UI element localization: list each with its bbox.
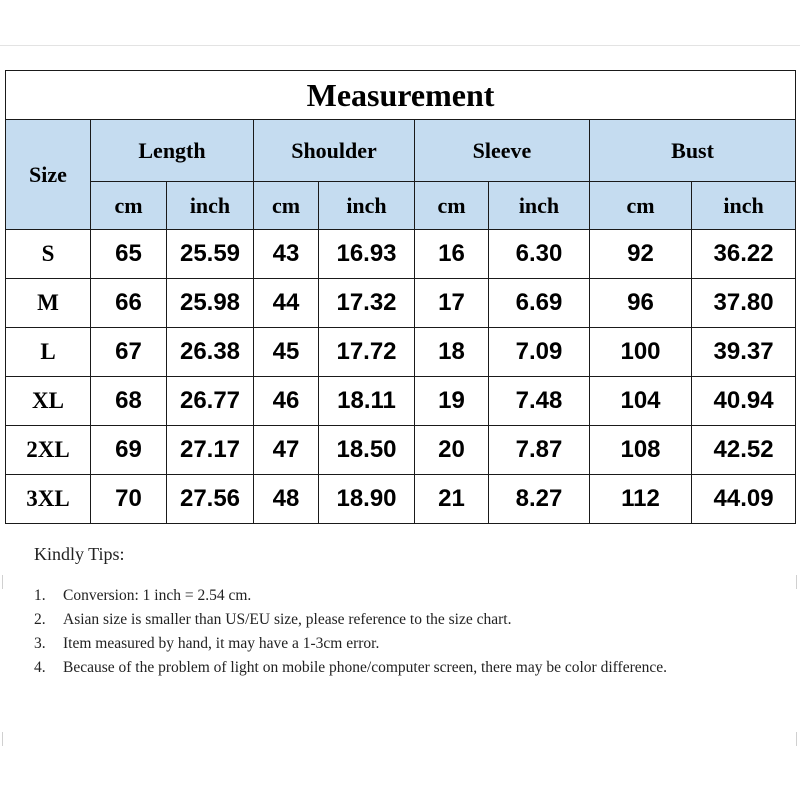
table-cell: 27.17 bbox=[167, 426, 254, 475]
table-cell: 112 bbox=[590, 475, 692, 524]
unit-header: inch bbox=[489, 182, 590, 230]
table-cell: 19 bbox=[415, 377, 489, 426]
unit-header: inch bbox=[319, 182, 415, 230]
tip-text: Asian size is smaller than US/EU size, please reference to the size chart. bbox=[63, 611, 512, 628]
table-row bbox=[6, 328, 796, 377]
table-cell: 18.90 bbox=[319, 475, 415, 524]
table-cell: 18.11 bbox=[319, 377, 415, 426]
unit-header: cm bbox=[254, 182, 319, 230]
edge-mark bbox=[2, 575, 3, 589]
size-cell: L bbox=[6, 328, 91, 377]
unit-header: inch bbox=[167, 182, 254, 230]
size-cell: S bbox=[6, 230, 91, 279]
table-cell: 36.22 bbox=[692, 230, 796, 279]
table-cell: 44.09 bbox=[692, 475, 796, 524]
table-cell: 7.09 bbox=[489, 328, 590, 377]
table-cell: 25.59 bbox=[167, 230, 254, 279]
table-cell: 70 bbox=[91, 475, 167, 524]
table-cell: 27.56 bbox=[167, 475, 254, 524]
group-header-shoulder: Shoulder bbox=[254, 120, 415, 182]
tip-text: Conversion: 1 inch = 2.54 cm. bbox=[63, 587, 252, 604]
table-cell: 7.48 bbox=[489, 377, 590, 426]
table-row bbox=[6, 377, 796, 426]
table-cell: 17 bbox=[415, 279, 489, 328]
size-chart-table bbox=[5, 70, 796, 524]
tip-item bbox=[34, 584, 734, 608]
table-cell: 65 bbox=[91, 230, 167, 279]
table-cell: 25.98 bbox=[167, 279, 254, 328]
tip-number: 1. bbox=[34, 587, 46, 604]
unit-header: inch bbox=[692, 182, 796, 230]
table-row bbox=[6, 279, 796, 328]
table-cell: 37.80 bbox=[692, 279, 796, 328]
table-cell: 104 bbox=[590, 377, 692, 426]
table-cell: 46 bbox=[254, 377, 319, 426]
table-cell: 108 bbox=[590, 426, 692, 475]
table-cell: 68 bbox=[91, 377, 167, 426]
unit-header: cm bbox=[590, 182, 692, 230]
table-row bbox=[6, 426, 796, 475]
table-cell: 8.27 bbox=[489, 475, 590, 524]
table-cell: 16 bbox=[415, 230, 489, 279]
table-cell: 26.38 bbox=[167, 328, 254, 377]
table-cell: 42.52 bbox=[692, 426, 796, 475]
edge-mark bbox=[2, 732, 3, 746]
top-divider bbox=[0, 45, 800, 46]
size-cell: XL bbox=[6, 377, 91, 426]
table-cell: 69 bbox=[91, 426, 167, 475]
size-cell: 3XL bbox=[6, 475, 91, 524]
tip-number: 4. bbox=[34, 659, 46, 676]
table-cell: 92 bbox=[590, 230, 692, 279]
edge-mark bbox=[796, 575, 797, 589]
table-cell: 18.50 bbox=[319, 426, 415, 475]
tip-number: 2. bbox=[34, 611, 46, 628]
table-cell: 47 bbox=[254, 426, 319, 475]
table-row bbox=[6, 230, 796, 279]
table-cell: 44 bbox=[254, 279, 319, 328]
table-cell: 17.32 bbox=[319, 279, 415, 328]
table-cell: 18 bbox=[415, 328, 489, 377]
size-cell: 2XL bbox=[6, 426, 91, 475]
table-cell: 100 bbox=[590, 328, 692, 377]
tip-item bbox=[34, 608, 734, 632]
edge-mark bbox=[796, 732, 797, 746]
tips-list bbox=[34, 584, 734, 680]
table-cell: 26.77 bbox=[167, 377, 254, 426]
table-cell: 40.94 bbox=[692, 377, 796, 426]
unit-header: cm bbox=[415, 182, 489, 230]
table-cell: 7.87 bbox=[489, 426, 590, 475]
table-cell: 67 bbox=[91, 328, 167, 377]
size-header: Size bbox=[6, 120, 91, 230]
table-cell: 17.72 bbox=[319, 328, 415, 377]
table-row bbox=[6, 475, 796, 524]
table-cell: 48 bbox=[254, 475, 319, 524]
table-cell: 16.93 bbox=[319, 230, 415, 279]
tip-number: 3. bbox=[34, 635, 46, 652]
group-header-sleeve: Sleeve bbox=[415, 120, 590, 182]
table-title: Measurement bbox=[6, 71, 796, 120]
group-header-bust: Bust bbox=[590, 120, 796, 182]
table-cell: 66 bbox=[91, 279, 167, 328]
tip-text: Item measured by hand, it may have a 1-3cm error. bbox=[63, 635, 380, 652]
tip-text: Because of the problem of light on mobile phone/computer screen, there may be color difference. bbox=[63, 659, 667, 676]
table-cell: 6.30 bbox=[489, 230, 590, 279]
size-cell: M bbox=[6, 279, 91, 328]
tip-item bbox=[34, 632, 734, 656]
table-cell: 21 bbox=[415, 475, 489, 524]
table-cell: 45 bbox=[254, 328, 319, 377]
tips-title: Kindly Tips: bbox=[34, 544, 125, 564]
unit-header: cm bbox=[91, 182, 167, 230]
tip-item bbox=[34, 656, 734, 680]
table-cell: 20 bbox=[415, 426, 489, 475]
kindly-tips bbox=[34, 544, 734, 680]
group-header-length: Length bbox=[91, 120, 254, 182]
table-cell: 39.37 bbox=[692, 328, 796, 377]
table-cell: 43 bbox=[254, 230, 319, 279]
table-cell: 6.69 bbox=[489, 279, 590, 328]
table-cell: 96 bbox=[590, 279, 692, 328]
